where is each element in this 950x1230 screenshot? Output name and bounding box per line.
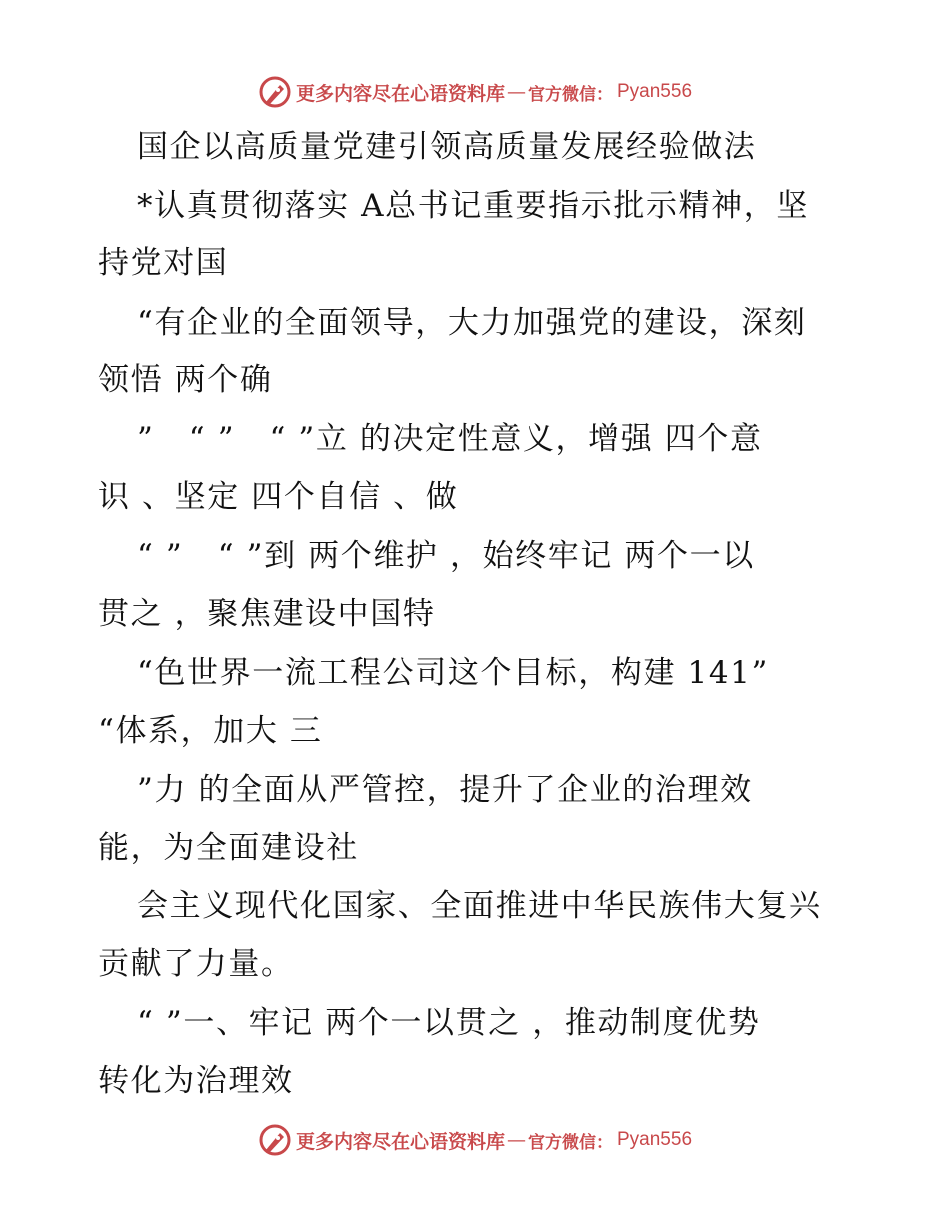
paragraph-line: 识 、坚定 四个自信 、做 (98, 479, 459, 515)
paragraph-line: 持党对国 (98, 245, 229, 281)
separator-dash: — (507, 81, 526, 103)
paragraph-line: 转化为治理效 (98, 1063, 294, 1099)
paragraph-line: 领悟 两个确 (98, 362, 273, 398)
separator-dash: — (507, 1129, 526, 1151)
pen-nib-logo-icon (258, 75, 292, 109)
footer-watermark-banner (0, 1120, 950, 1160)
library-name-text: 更多内容尽在心语资料库 (295, 1130, 505, 1153)
paragraph-line: 贡献了力量。 (98, 946, 294, 982)
paragraph-line: “有企业的全面领导，大力加强党的建设，深刻 (137, 305, 807, 341)
wechat-account: Pyan556 (617, 1129, 693, 1150)
paragraph-line: *认真贯彻落实 A总书记重要指示批示精神，坚 (137, 188, 809, 224)
wechat-label: 官方微信： (528, 84, 613, 105)
paragraph-line: 贯之 ，聚焦建设中国特 (98, 596, 436, 632)
paragraph-line: ” “ ” “ ”立 的决定性意义，增强 四个意 (137, 421, 763, 457)
header-watermark-banner (0, 72, 950, 112)
document-title: 国企以高质量党建引领高质量发展经验做法 (137, 129, 757, 165)
pen-nib-logo-icon (258, 1123, 292, 1157)
wechat-account: Pyan556 (617, 81, 693, 102)
paragraph-line: “体系，加大 三 (98, 713, 323, 749)
paragraph-line: “ ” “ ”到 两个维护 ，始终牢记 两个一以 (137, 538, 755, 574)
wechat-label: 官方微信： (528, 1132, 613, 1153)
section-heading-line: “ ”一、牢记 两个一以贯之 ，推动制度优势 (137, 1005, 761, 1041)
paragraph-line: ”力 的全面从严管控，提升了企业的治理效 (137, 772, 753, 808)
library-name-text: 更多内容尽在心语资料库 (295, 82, 505, 105)
paragraph-line: “色世界一流工程公司这个目标，构建 141” (137, 655, 769, 691)
paragraph-line: 会主义现代化国家、全面推进中华民族伟大复兴 (137, 888, 822, 924)
paragraph-line: 能，为全面建设社 (98, 830, 359, 866)
